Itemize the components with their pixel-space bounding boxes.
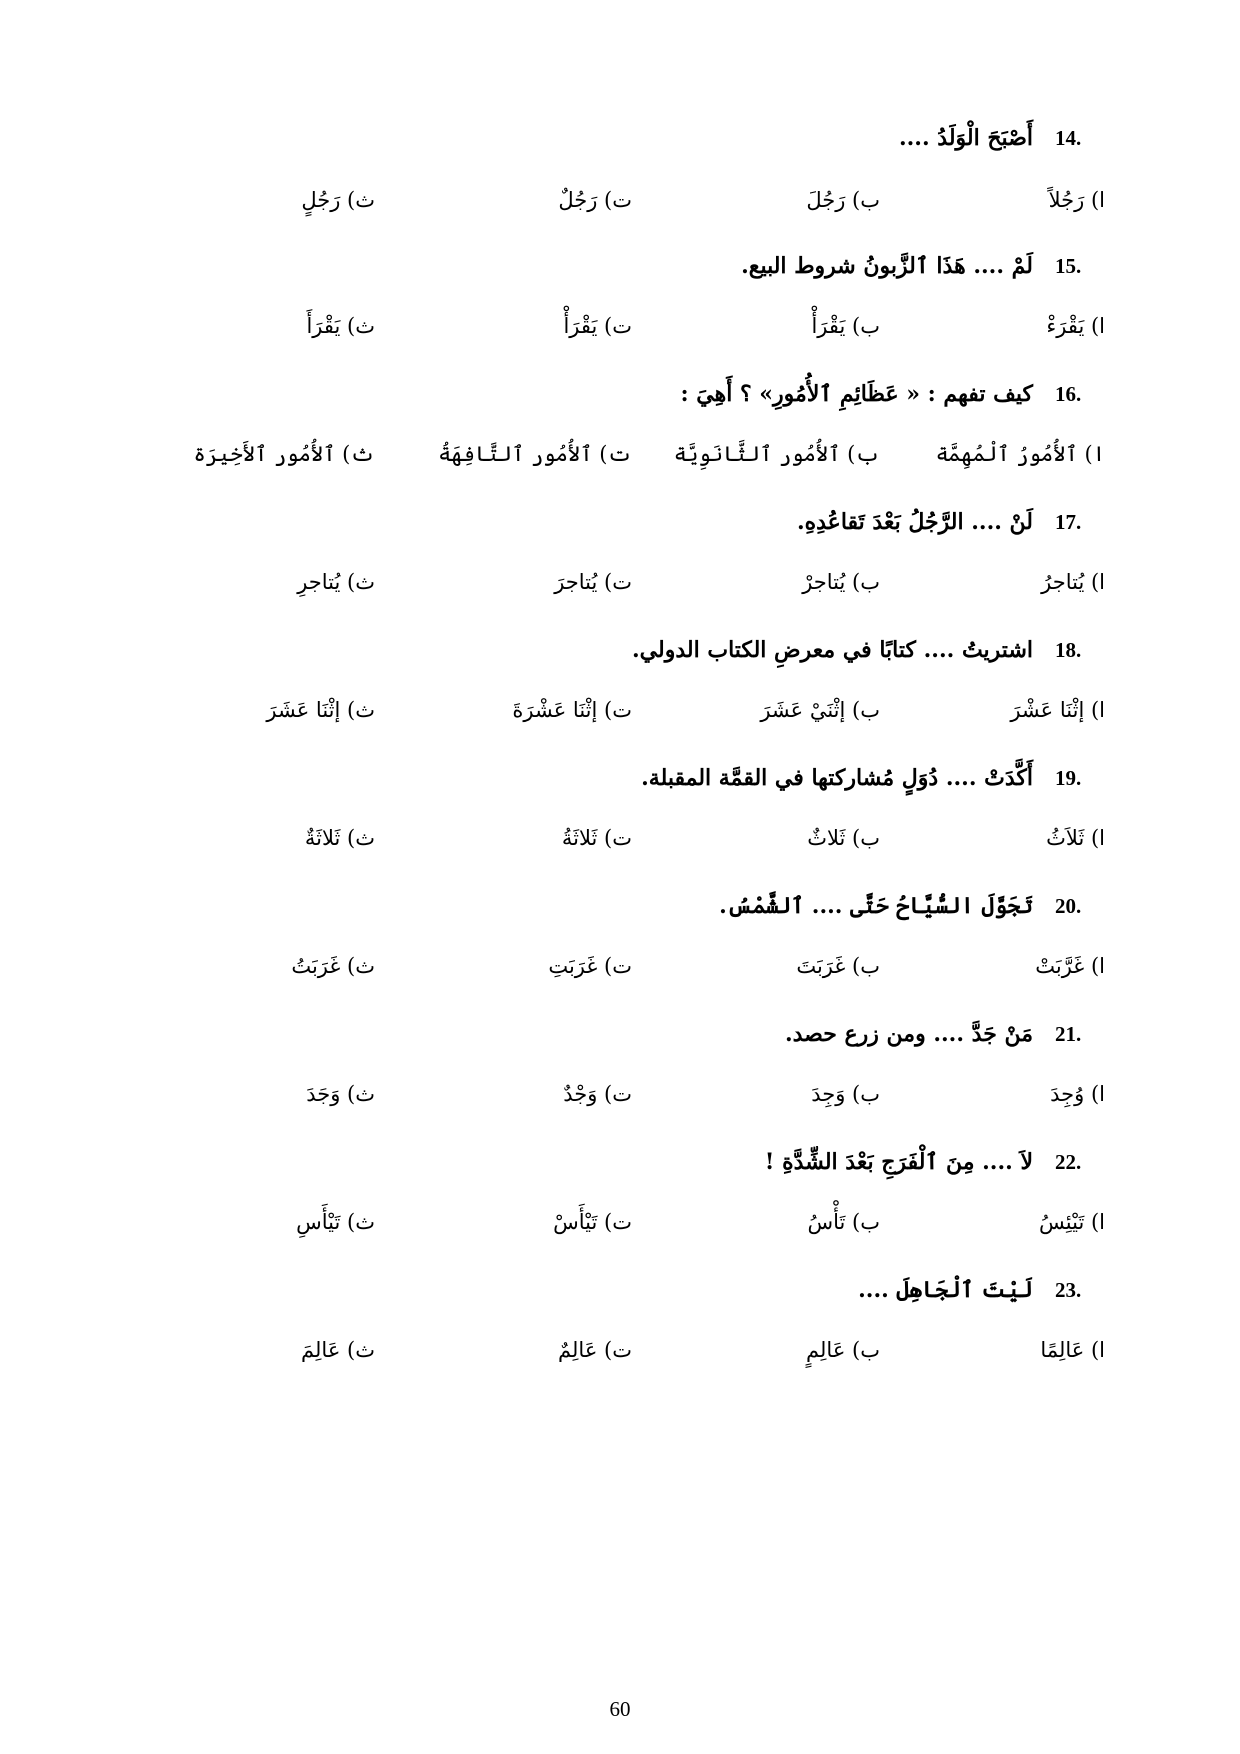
options-18 (0, 688, 1240, 732)
question-number: 19. (1055, 765, 1082, 790)
option-b: ب) تَأْسُ (807, 1210, 880, 1234)
question-number: 18. (1055, 637, 1082, 662)
options-23 (0, 1328, 1240, 1372)
options-21 (0, 1072, 1240, 1116)
option-c: ت) غَرَبَتِ (548, 954, 632, 978)
question-text: لاَ .... مِنَ ٱلْفَرَجِ بَعْدَ الشِّدَّةِ ! (764, 1149, 1033, 1175)
option-d: ث) ثَلاثَةٌ (304, 826, 375, 850)
question-number: 21. (1055, 1021, 1082, 1046)
option-d: ث) ٱلأُمُور ٱلأَخِيرَة (193, 442, 375, 466)
option-c: ت) رَجُلٌ (558, 188, 632, 212)
option-a: ا) إثْنَا عَشْرَ (1010, 698, 1105, 722)
option-b: ب) غَرَبَتَ (796, 954, 880, 978)
option-b: ب) ٱلأُمُور ٱلثَّانَوِيَّة (673, 442, 880, 466)
question-number: 20. (1055, 893, 1082, 918)
question-18 (632, 630, 1110, 670)
option-d: ث) يُتاجرِ (297, 570, 375, 594)
option-a: ا) رَجُلاً (1048, 188, 1105, 212)
option-a: ا) تَيْئِسُ (1039, 1210, 1105, 1234)
option-c: ت) ثَلاثَةُ (561, 826, 632, 850)
option-a: ا) يَقْرَءْ (1046, 314, 1105, 338)
option-c: ت) ٱلأُمُور ٱلتَّافِهَةُ (438, 442, 632, 466)
option-a: ا) عَالِمًا (1040, 1338, 1105, 1362)
option-d: ث) وَجَدَ (306, 1082, 375, 1106)
option-d: ث) عَالِمَ (301, 1338, 375, 1362)
question-number: 16. (1055, 381, 1082, 406)
option-c: ت) يَقْرَأْ (563, 314, 632, 338)
question-text: أَكَّدَتْ .... دُوَلٍ مُشاركتها في القمَّة المقبلة. (641, 765, 1033, 791)
question-text: أَصْبَحَ الْوَلَدُ .... (898, 125, 1033, 151)
options-20 (0, 944, 1240, 988)
option-a: ا) ثَلاَثُ (1046, 826, 1105, 850)
question-number: 17. (1055, 509, 1082, 534)
question-number: 14. (1055, 125, 1082, 150)
question-text: لَمْ .... هَذَا ٱلزَّبونُ شروط البيع. (741, 253, 1033, 279)
question-16 (680, 374, 1110, 414)
option-a: ا) غَرَّبَتْ (1035, 954, 1105, 978)
option-c: ت) عَالِمٌ (558, 1338, 632, 1362)
question-text: لَنْ .... الرَّجُلُ بَعْدَ تَقاعُدِهِ. (796, 509, 1033, 535)
question-text: تَجَوَّلَ السُّيَّاحُ حَتَّى .... ٱلشَّمْسُ. (719, 893, 1033, 919)
option-c: ت) يُتاجرَ (554, 570, 632, 594)
option-d: ث) رَجُلٍ (301, 188, 375, 212)
option-d: ث) غَرَبَتُ (291, 954, 375, 978)
page-number: 60 (609, 1697, 631, 1721)
question-number: 23. (1055, 1277, 1082, 1302)
options-16 (0, 432, 1240, 476)
question-20 (719, 886, 1110, 926)
option-b: ب) يُتاجرْ (802, 570, 880, 594)
question-text: لَيْتَ ٱلْجَاهِلَ .... (858, 1277, 1033, 1303)
option-c: ت) تَيْأَسْ (553, 1210, 632, 1234)
question-22 (765, 1142, 1110, 1182)
option-a: ا) وُجِدَ (1050, 1082, 1105, 1106)
question-21 (785, 1014, 1110, 1054)
question-15 (741, 246, 1110, 286)
options-17 (0, 560, 1240, 604)
option-b: ب) ثَلاثٌ (807, 826, 880, 850)
question-number: 15. (1055, 253, 1082, 278)
question-19 (641, 758, 1110, 798)
options-14 (0, 178, 1240, 222)
options-15 (0, 304, 1240, 348)
question-14 (899, 118, 1110, 158)
option-a: ا) يُتاجرُ (1041, 570, 1105, 594)
option-b: ب) إثْنَيْ عَشَرَ (760, 698, 880, 722)
option-d: ث) إثْنَا عَشَرَ (266, 698, 375, 722)
option-a: ا) ٱلأُمُورُ ٱلْمُهِمَّة (935, 442, 1105, 466)
question-23 (858, 1270, 1110, 1310)
question-text: اشتريتُ .... كتابًا في معرضِ الكتاب الدولي. (632, 637, 1033, 663)
options-19 (0, 816, 1240, 860)
question-17 (797, 502, 1110, 542)
question-text: كيف تفهم : « عَظَائِمِ ٱلأُمُورِ» ؟ أَهِيَ : (680, 381, 1033, 407)
question-number: 22. (1055, 1149, 1082, 1174)
option-b: ب) عَالِمٍ (806, 1338, 880, 1362)
option-c: ت) وَجْدٌ (563, 1082, 632, 1106)
option-b: ب) يَقْرَأْ (811, 314, 880, 338)
option-d: ث) يَقْرَأَ (306, 314, 375, 338)
question-text: مَنْ جَدَّ .... ومن زرع حصد. (784, 1021, 1033, 1047)
options-22 (0, 1200, 1240, 1244)
option-b: ب) وَجِدَ (811, 1082, 880, 1106)
option-b: ب) رَجُلَ (806, 188, 880, 212)
option-d: ث) تَيْأَسِ (296, 1210, 375, 1234)
option-c: ت) إثْنَا عَشْرَةَ (512, 698, 632, 722)
